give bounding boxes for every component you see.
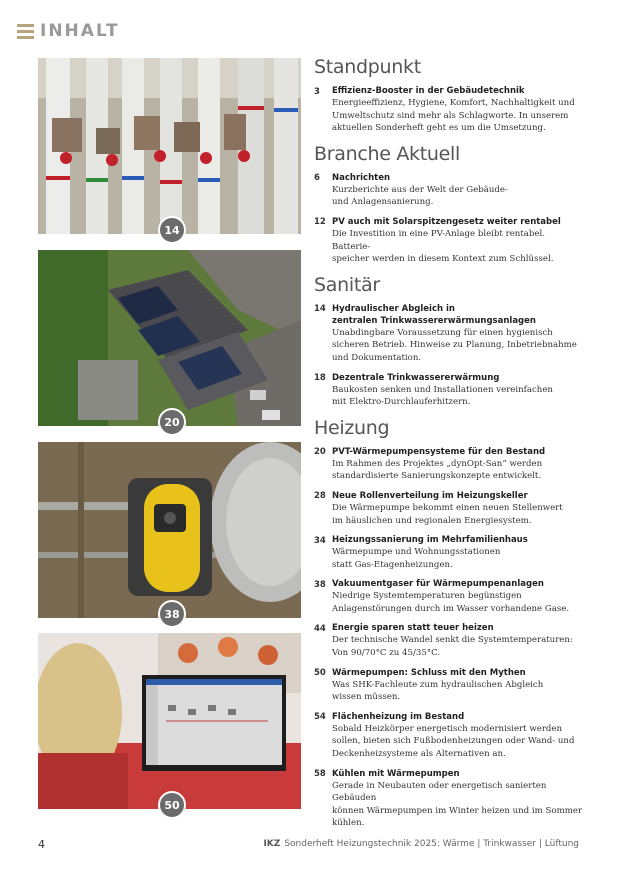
section-branche-aktuell — [314, 142, 584, 266]
page-ref: 28 — [314, 491, 326, 502]
page-ref: 58 — [314, 769, 326, 780]
page-ref: 3 — [314, 86, 320, 97]
entry-desc: Gerade in Neubauten oder energetisch sanierten Gebäuden — [332, 780, 547, 804]
entry-desc: und Dokumentation. — [332, 352, 422, 363]
entry-title: Energie sparen statt teuer heizen — [332, 623, 494, 634]
section-title: Standpunkt — [314, 56, 421, 78]
entry-title: Flächenheizung im Bestand — [332, 711, 465, 722]
section-title: Branche Aktuell — [314, 142, 460, 165]
page-footer — [38, 838, 579, 852]
photo-pipes — [38, 58, 301, 237]
page-ref: 38 — [314, 579, 326, 590]
entry-desc: wissen müssen. — [332, 692, 401, 703]
toc-entry[interactable] — [314, 85, 584, 135]
entry-desc: und Anlagensanierung. — [332, 197, 434, 208]
page-header — [17, 20, 120, 42]
page-ref: 12 — [314, 217, 326, 228]
toc-entry[interactable] — [314, 578, 584, 615]
footer-brand: IKZ — [263, 839, 281, 849]
entry-desc: Was SHK-Fachleute zum hydraulischen Abgleich — [332, 679, 544, 690]
toc-entry[interactable] — [314, 216, 584, 266]
page-ref: 18 — [314, 373, 326, 384]
entry-title: PV auch mit Solarspitzengesetz weiter rentabel — [332, 216, 561, 227]
entry-desc: speicher werden in diesem Kontext zum Schlüssel. — [332, 254, 554, 265]
entry-desc: Baukosten senken und Installationen vereinfachen — [332, 384, 553, 395]
table-of-contents — [314, 55, 584, 837]
entry-desc: Kurzberichte aus der Welt der Gebäude- — [332, 184, 508, 195]
section-sanitaer — [314, 273, 584, 409]
toc-entry[interactable] — [314, 303, 584, 365]
menu-icon — [17, 24, 34, 39]
section-title: Heizung — [314, 416, 390, 439]
entry-title: Heizungssanierung im Mehrfamilienhaus — [332, 535, 528, 546]
photo-badge: 38 — [158, 600, 186, 628]
entry-title: PVT-Wärmepumpensysteme für den Bestand — [332, 446, 546, 457]
entry-desc: können Wärmepumpen im Winter heizen und im Sommer — [332, 805, 583, 816]
photo-badge: 50 — [158, 791, 186, 819]
entry-desc: Wärmepumpe und Wohnungsstationen — [332, 547, 501, 558]
toc-entry[interactable] — [314, 768, 584, 830]
photo-badge: 20 — [158, 408, 186, 436]
entry-desc: Deckenheizsysteme als Alternativen an. — [332, 749, 506, 760]
entry-desc: Anlagenstörungen durch im Wasser vorhandene Gase. — [332, 603, 570, 614]
entry-title: Wärmepumpen: Schluss mit den Mythen — [332, 667, 526, 678]
entry-title-line2: zentralen Trinkwassererwärmungsanlagen — [332, 315, 536, 326]
entry-desc: Unabdingbare Voraussetzung für einen hygienisch — [332, 327, 553, 338]
toc-entry[interactable] — [314, 711, 584, 761]
page-ref: 44 — [314, 623, 326, 634]
entry-desc: Die Wärmepumpe bekommt einen neuen Stellenwert — [332, 502, 563, 513]
photo-badge: 14 — [158, 216, 186, 244]
toc-entry[interactable] — [314, 534, 584, 571]
entry-desc: standardisierte Sanierungskonzepte entwickelt. — [332, 471, 542, 482]
entry-desc: statt Gas-Etagenheizungen. — [332, 559, 453, 570]
toc-entry[interactable] — [314, 490, 584, 527]
entry-desc: Sobald Heizkörper energetisch modernisiert werden — [332, 723, 563, 734]
toc-entry[interactable] — [314, 667, 584, 704]
toc-entry[interactable] — [314, 446, 584, 483]
page-ref: 14 — [314, 304, 326, 315]
entry-desc: Niedrige Systemtemperaturen begünstigen — [332, 591, 522, 602]
entry-desc: aktuellen Sonderheft geht es um die Umsetzung. — [332, 123, 546, 134]
page-ref: 6 — [314, 173, 320, 184]
section-standpunkt — [314, 55, 584, 135]
toc-entry[interactable] — [314, 172, 584, 209]
entry-title: Effizienz-Booster in der Gebäudetechnik — [332, 86, 525, 96]
entry-desc: Von 90/70°C zu 45/35°C. — [332, 648, 441, 659]
entry-desc: sicheren Betrieb. Hinweise zu Planung, Inbetriebnahme — [332, 340, 577, 351]
toc-entry[interactable] — [314, 372, 584, 409]
entry-desc: mit Elektro-Durchlauferhitzern. — [332, 397, 471, 408]
page-ref: 54 — [314, 712, 326, 723]
photo-degasser — [38, 442, 301, 621]
entry-desc: Umweltschutz sind mehr als Schlagworte. In unserem — [332, 110, 569, 121]
entry-desc: Energieeffizienz, Hygiene, Komfort, Nachhaltigkeit und — [332, 98, 575, 108]
footer-publication — [263, 839, 579, 849]
entry-desc: Die Investition in eine PV-Anlage bleibt rentabel. Batterie- — [332, 228, 545, 252]
entry-title: Kühlen mit Wärmepumpen — [332, 768, 460, 779]
footer-text: Sonderheft Heizungstechnik 2025: Wärme | Trinkwasser | Lüftung — [284, 839, 579, 849]
entry-title: Hydraulischer Abgleich in — [332, 303, 455, 314]
toc-entry[interactable] — [314, 622, 584, 659]
section-title: Sanitär — [314, 273, 380, 296]
page-number: 4 — [38, 838, 45, 851]
page-ref: 20 — [314, 447, 326, 458]
entry-desc: sollen, bieten sich Fußbodenheizungen oder Wand- und — [332, 736, 575, 747]
entry-title: Dezentrale Trinkwassererwärmung — [332, 372, 500, 383]
entry-desc: Der technische Wandel senkt die Systemtemperaturen: — [332, 635, 573, 646]
page-title: INHALT — [40, 21, 120, 41]
entry-desc: Im Rahmen des Projektes „dynOpt-San“ werden — [332, 458, 543, 469]
page-ref: 34 — [314, 535, 326, 546]
entry-title: Nachrichten — [332, 172, 391, 183]
entry-desc: im häuslichen und regionalen Energiesystem. — [332, 515, 532, 526]
page-ref: 50 — [314, 668, 326, 679]
entry-title: Vakuumentgaser für Wärmepumpenanlagen — [332, 579, 544, 590]
section-heizung — [314, 416, 584, 830]
entry-title: Neue Rollenverteilung im Heizungskeller — [332, 490, 528, 501]
entry-desc: kühlen. — [332, 818, 365, 829]
photo-solar-building — [38, 250, 301, 429]
photo-monitor — [38, 633, 301, 812]
